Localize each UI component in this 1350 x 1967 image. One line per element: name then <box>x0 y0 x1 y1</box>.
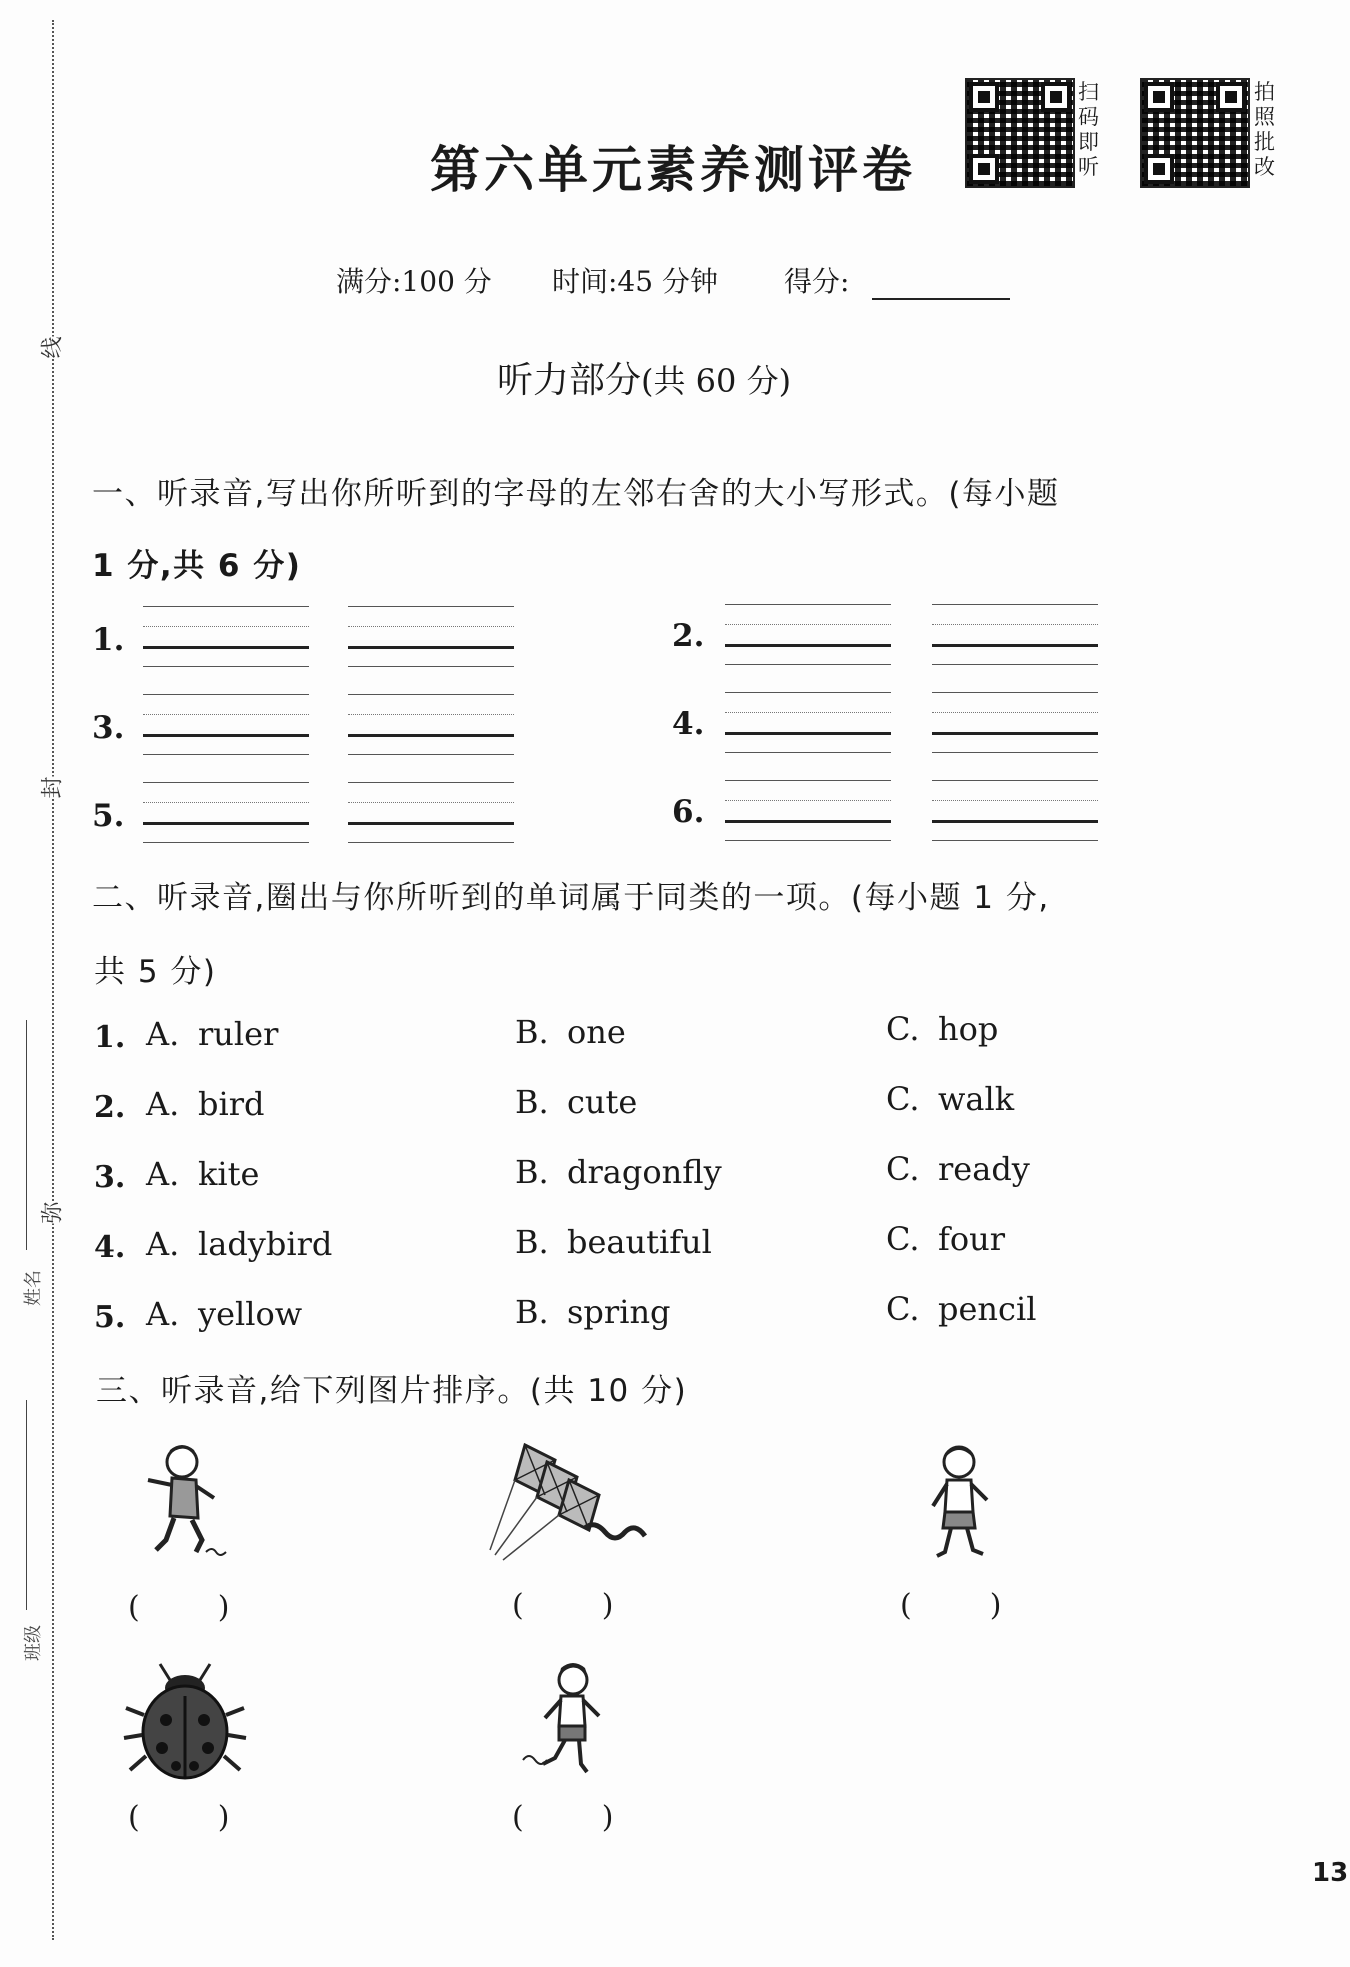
walking-girl-picture <box>915 1440 1005 1570</box>
writing-lines[interactable] <box>725 780 891 862</box>
option-b[interactable]: B. spring <box>515 1293 671 1331</box>
section1-heading-line1: 一、听录音,写出你所听到的字母的左邻右舍的大小写形式。(每小题 <box>92 476 1060 512</box>
exam-time: 时间:45 分钟 <box>552 265 718 298</box>
writing-lines[interactable] <box>725 604 891 686</box>
qr-caption-listen: 扫 码 即 听 <box>1078 80 1099 179</box>
running-boy-picture <box>515 1660 615 1785</box>
qr-caption-grade: 拍 照 批 改 <box>1254 80 1275 179</box>
section3-heading: 三、听录音,给下列图片排序。(共 10 分) <box>96 1373 688 1409</box>
option-b[interactable]: B. dragonfly <box>515 1153 722 1191</box>
s2-question-number: 1. <box>94 1020 126 1055</box>
option-b[interactable]: B. beautiful <box>515 1223 712 1261</box>
option-c[interactable]: C. ready <box>886 1150 1030 1188</box>
section2-heading-line1: 二、听录音,圈出与你所听到的单词属于同类的一项。(每小题 1 分, <box>92 880 1050 916</box>
writing-lines[interactable] <box>348 694 514 776</box>
option-b[interactable]: B. one <box>515 1013 626 1051</box>
section2-heading-line2: 共 5 分) <box>94 954 217 990</box>
s1-item-number: 6. <box>672 794 705 830</box>
option-a[interactable]: A. ladybird <box>146 1225 333 1263</box>
writing-lines[interactable] <box>932 780 1098 862</box>
answer-paren[interactable]: ( ) <box>128 1800 230 1835</box>
answer-paren[interactable]: ( ) <box>900 1588 1002 1623</box>
s2-question-number: 2. <box>94 1090 126 1125</box>
binding-label-seal: 封 <box>34 776 69 798</box>
option-c[interactable]: C. walk <box>886 1080 1015 1118</box>
option-c[interactable]: C. pencil <box>886 1290 1037 1328</box>
answer-paren[interactable]: ( ) <box>128 1590 230 1625</box>
s1-item-number: 2. <box>672 618 705 654</box>
s2-question-number: 4. <box>94 1230 126 1265</box>
qr-code-grade[interactable] <box>1140 78 1250 188</box>
ladybird-picture <box>120 1660 250 1785</box>
answer-paren[interactable]: ( ) <box>512 1588 614 1623</box>
s1-item-number: 5. <box>92 798 125 834</box>
name-blank[interactable] <box>26 1020 27 1250</box>
s1-item-number: 3. <box>92 710 125 746</box>
option-c[interactable]: C. hop <box>886 1010 999 1048</box>
option-a[interactable]: A. ruler <box>146 1015 279 1053</box>
option-a[interactable]: A. bird <box>146 1085 265 1123</box>
listening-title: 听力部分(共 60 分) <box>497 360 792 401</box>
s2-question-number: 5. <box>94 1300 126 1335</box>
s2-question-number: 3. <box>94 1160 126 1195</box>
writing-lines[interactable] <box>932 604 1098 686</box>
page-number: 13 <box>1312 1858 1349 1888</box>
kites-picture <box>485 1440 655 1570</box>
score-label: 得分: <box>784 265 850 298</box>
answer-paren[interactable]: ( ) <box>512 1800 614 1835</box>
option-c[interactable]: C. four <box>886 1220 1006 1258</box>
writing-lines[interactable] <box>143 694 309 776</box>
name-field-label: 姓名 <box>23 1270 44 1306</box>
writing-lines[interactable] <box>348 606 514 688</box>
binding-label-line: 线 <box>34 336 69 358</box>
writing-lines[interactable] <box>348 782 514 864</box>
section1-heading-line2: 1 分,共 6 分) <box>92 548 302 584</box>
option-b[interactable]: B. cute <box>515 1083 638 1121</box>
writing-lines[interactable] <box>143 782 309 864</box>
binding-label-close: 弥 <box>34 1201 69 1223</box>
page-title: 第六单元素养测评卷 <box>430 140 916 199</box>
class-field-label: 班级 <box>23 1625 44 1661</box>
writing-lines[interactable] <box>725 692 891 774</box>
full-score: 满分:100 分 <box>336 265 492 298</box>
qr-code-listen[interactable] <box>965 78 1075 188</box>
s1-item-number: 4. <box>672 706 705 742</box>
writing-lines[interactable] <box>932 692 1098 774</box>
jumping-boy-picture <box>130 1440 240 1570</box>
s1-item-number: 1. <box>92 622 125 658</box>
option-a[interactable]: A. kite <box>146 1155 260 1193</box>
writing-lines[interactable] <box>143 606 309 688</box>
binding-margin-dotted-line <box>52 20 54 1940</box>
option-a[interactable]: A. yellow <box>146 1295 303 1333</box>
score-blank[interactable] <box>872 298 1010 300</box>
class-blank[interactable] <box>26 1400 27 1610</box>
